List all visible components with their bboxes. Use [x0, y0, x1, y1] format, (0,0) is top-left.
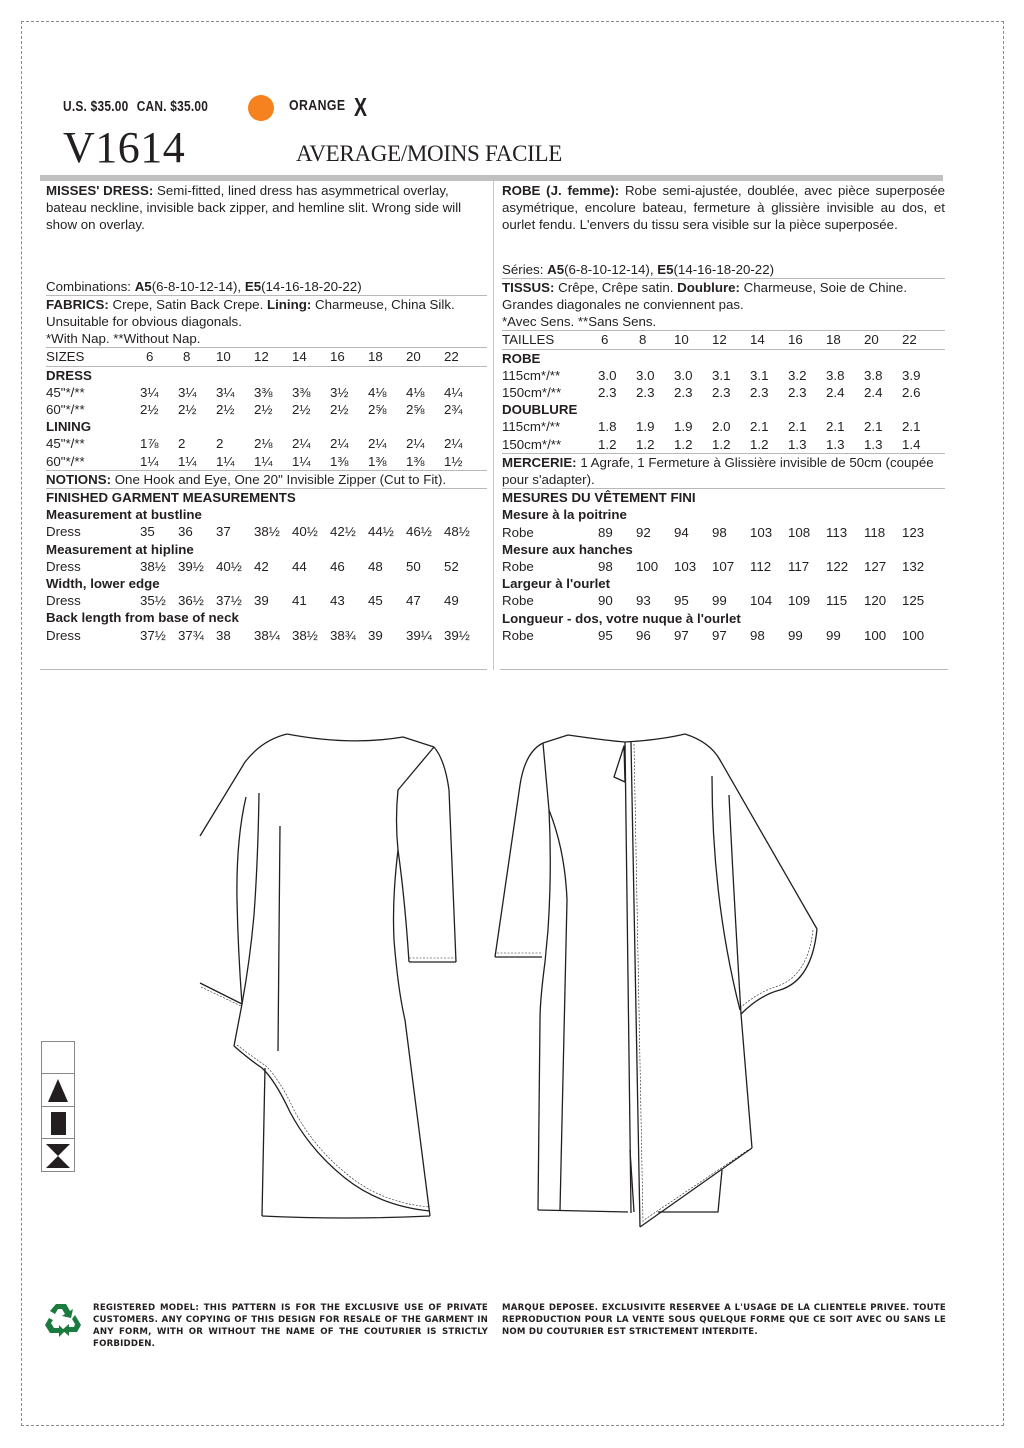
description-body: Semi-fitted, lined dress has asymmetrical overlay, bateau neckline, invisible back zipper, and hemline slit. Wrong side will show on overlay. — [46, 183, 462, 233]
size-cell: 14 — [292, 349, 307, 365]
price-us: U.S. $35.00 — [63, 99, 129, 115]
measurement-cell: 37 — [216, 524, 231, 540]
yardage-cell: 2.4 — [826, 385, 845, 400]
color-name: ORANGE — [289, 97, 346, 114]
yardage-section-lining: LINING — [46, 419, 92, 435]
fabrics-text: Crepe, Satin Back Crepe. — [112, 296, 264, 312]
measurement-cell: 112 — [750, 558, 772, 574]
row-label: Robe — [502, 593, 534, 609]
notions — [46, 471, 487, 488]
yardage-cell: 2 — [216, 436, 224, 452]
yardage-cell: 1.2 — [598, 436, 617, 452]
yardage-cell: 3.0 — [598, 367, 617, 383]
measurement-cell: 100 — [636, 558, 659, 574]
yardage-cell: 2.4 — [864, 385, 883, 400]
measurement-cell: 109 — [788, 593, 811, 609]
front-view-sketch — [180, 720, 500, 1220]
yardage-cell: 4¼ — [444, 384, 463, 400]
yardage-cell: 2½ — [254, 402, 273, 417]
measurement-cell: 127 — [864, 558, 887, 574]
measurement-cell: 44½ — [368, 524, 394, 540]
pattern-number: V1614 — [63, 123, 186, 172]
yardage-section-dress: DRESS — [46, 367, 92, 383]
price-can: CAN. $35.00 — [136, 99, 209, 115]
size-cell: 10 — [216, 349, 231, 365]
yardage-cell: 2.1 — [750, 419, 769, 435]
measurement-cell: 100 — [864, 627, 887, 643]
row-label: Robe — [502, 524, 534, 540]
yardage-cell: 2.1 — [864, 419, 883, 435]
yardage-cell: 1.2 — [674, 436, 693, 452]
yardage-cell: 2.1 — [826, 419, 845, 435]
yardage-cell: 1⅜ — [368, 453, 387, 469]
blank-symbol — [42, 1042, 74, 1074]
yardage-row — [502, 367, 945, 384]
measurement-cell: 37¾ — [178, 627, 204, 643]
size-cell: 16 — [788, 332, 803, 348]
back-view-sketch — [490, 720, 830, 1230]
measurement-cell: 103 — [674, 558, 697, 574]
yardage-cell: 2½ — [292, 402, 311, 417]
measurement-cell: 36 — [178, 524, 193, 540]
combo-a-sizes: (6-8-10-12-14), — [151, 278, 242, 294]
yardage-cell: 3¼ — [216, 384, 235, 400]
size-cell: 12 — [254, 349, 269, 365]
description-title: ROBE (J. femme): — [502, 183, 620, 198]
yardage-cell: 2.3 — [674, 385, 693, 400]
measurement-cell: 96 — [636, 627, 651, 643]
measurement-cell: 37½ — [216, 593, 242, 609]
measurement-cell: 40½ — [216, 558, 242, 574]
measurement-cell: 117 — [788, 558, 810, 574]
size-cell: 22 — [444, 349, 459, 365]
measurement-title: Longueur - dos, votre nuque à l'ourlet — [502, 610, 741, 626]
measurement-title: Largeur à l'ourlet — [502, 576, 611, 592]
measurement-cell: 98 — [750, 627, 765, 643]
unsuitable-note: Unsuitable for obvious diagonals. — [46, 314, 242, 330]
nap-note: *Avec Sens. **Sans Sens. — [502, 314, 657, 330]
measurement-cell: 97 — [674, 627, 689, 643]
yardage-cell: 1.3 — [864, 436, 883, 452]
size-cell: 8 — [639, 332, 647, 348]
yardage-cell: 3.9 — [902, 367, 921, 383]
measurement-cell: 39 — [254, 593, 269, 609]
combo-a: A5 — [134, 278, 152, 294]
yardage-section-robe: ROBE — [502, 350, 541, 366]
size-cell: 18 — [826, 332, 841, 348]
yardage-cell: 2¼ — [368, 436, 387, 452]
measurement-cell: 43 — [330, 593, 345, 609]
yardage-cell: 1.8 — [598, 419, 617, 435]
yardage-cell: 1¼ — [254, 453, 273, 469]
row-label: Dress — [46, 593, 81, 609]
yardage-cell: 2.6 — [902, 385, 921, 400]
measurement-cell: 120 — [864, 593, 887, 609]
yardage-cell: 3.0 — [636, 367, 655, 383]
description-title: MISSES' DRESS: — [46, 183, 154, 198]
row-label: Dress — [46, 627, 81, 643]
measurement-row — [502, 524, 945, 541]
recycle-icon — [42, 1301, 84, 1341]
combo-e: E5 — [657, 261, 674, 277]
row-label: 45"*/** — [46, 384, 85, 400]
yardage-row — [502, 384, 945, 401]
measurement-title: Back length from base of neck — [46, 610, 239, 626]
description-body: Robe semi-ajustée, doublée, avec pièce superposée asymétrique, encolure bateau, fermeture à glissière invisible au dos, et ourlet fendu. L'envers du tissu sera visible sur la pièce superposée. — [502, 183, 946, 233]
measurement-cell: 104 — [750, 593, 773, 609]
measurement-title: Measurement at hipline — [46, 541, 194, 557]
size-cell: 6 — [146, 349, 154, 365]
yardage-cell: 2½ — [140, 402, 159, 417]
fabrics-label: FABRICS: — [46, 296, 109, 312]
yardage-cell: 1.2 — [636, 436, 655, 452]
measurement-cell: 42 — [254, 558, 269, 574]
size-cell: 12 — [712, 332, 727, 348]
measurement-cell: 35 — [140, 524, 155, 540]
yardage-cell: 1.2 — [712, 436, 731, 452]
combo-a-sizes: (6-8-10-12-14), — [564, 261, 654, 277]
measurement-title: Width, lower edge — [46, 575, 160, 591]
size-cell: 6 — [601, 332, 609, 348]
sizes-header-row — [502, 331, 945, 348]
yardage-cell: 2½ — [178, 402, 197, 417]
yardage-cell: 1½ — [444, 453, 463, 469]
row-label: 45"*/** — [46, 436, 85, 452]
yardage-cell: 3.8 — [864, 367, 883, 383]
measurement-cell: 122 — [826, 558, 849, 574]
measurement-cell: 90 — [598, 593, 613, 609]
measurement-cell: 107 — [712, 558, 735, 574]
measurement-cell: 39 — [368, 627, 383, 643]
measurement-title: Mesure aux hanches — [502, 541, 633, 557]
measurement-cell: 42½ — [330, 524, 356, 540]
yardage-cell: 3.1 — [712, 367, 731, 383]
measurement-cell: 38½ — [254, 524, 280, 540]
color-dot-icon — [248, 95, 274, 121]
row-label: Dress — [46, 524, 81, 540]
yardage-cell: 3¼ — [178, 384, 197, 400]
combo-e-sizes: (14-16-18-20-22) — [261, 278, 362, 294]
row-label: 60"*/** — [46, 453, 85, 469]
yardage-cell: 1.2 — [750, 436, 769, 452]
yardage-row — [46, 401, 487, 418]
yardage-cell: 1.4 — [902, 436, 921, 452]
yardage-cell: 2¼ — [406, 436, 425, 452]
yardage-cell: 3.2 — [788, 367, 807, 383]
measurement-cell: 52 — [444, 558, 459, 574]
measurement-cell: 99 — [826, 627, 841, 643]
measurement-cell: 108 — [788, 524, 811, 540]
measurement-cell: 45 — [368, 593, 383, 609]
legal-notice-french: MARQUE DEPOSEE. EXCLUSIVITE RESERVEE A L'USAGE DE LA CLIENTELE PRIVEE. TOUTE REPRODUCTION POUR LA VENTE SOUS QUELQUE FORME QUE CE SOIT AVEC OU SANS LE NOM DU COUTURIER EST STRICTEMENT INTERDITE. — [502, 1303, 946, 1337]
description — [502, 181, 945, 234]
measurement-row — [502, 627, 945, 644]
yardage-cell: 2.3 — [750, 385, 769, 400]
combinations — [502, 261, 945, 278]
yardage-cell: 2.3 — [598, 385, 617, 400]
measurement-cell: 115 — [826, 593, 848, 609]
measurement-cell: 99 — [788, 627, 803, 643]
french-column — [502, 181, 945, 644]
measurement-cell: 50 — [406, 558, 421, 574]
size-cell: 22 — [902, 332, 917, 348]
fabric-symbol-box — [41, 1041, 75, 1172]
notions-label: MERCERIE: — [502, 454, 577, 470]
description — [46, 181, 487, 234]
measurement-row — [502, 558, 945, 575]
measurement-cell: 40½ — [292, 524, 318, 540]
measurement-cell: 39¼ — [406, 627, 432, 643]
measurement-cell: 93 — [636, 593, 651, 609]
yardage-cell: 1¼ — [292, 453, 311, 469]
yardage-row — [502, 418, 945, 435]
yardage-cell: 3½ — [330, 384, 349, 400]
difficulty-level: AVERAGE/MOINS FACILE — [296, 141, 562, 166]
combo-e: E5 — [244, 278, 262, 294]
price-row — [63, 94, 216, 120]
measurement-row — [46, 592, 487, 609]
yardage-cell: 1.3 — [826, 436, 845, 452]
row-label: 115cm*/** — [502, 419, 561, 435]
yardage-cell: 1¼ — [140, 453, 159, 469]
measurement-cell: 38¾ — [330, 627, 356, 643]
yardage-cell: 2¼ — [444, 436, 463, 452]
measurement-cell: 89 — [598, 524, 613, 540]
yardage-cell: 2⅝ — [406, 402, 425, 417]
measurement-cell: 95 — [598, 627, 613, 643]
size-cell: 20 — [864, 332, 879, 348]
yardage-cell: 1¼ — [216, 453, 235, 469]
measurement-cell: 38¼ — [254, 627, 280, 643]
notions-text: One Hook and Eye, One 20" Invisible Zipper (Cut to Fit). — [114, 471, 447, 487]
sizes-header-row — [46, 348, 487, 365]
yardage-cell: 3.1 — [750, 367, 769, 383]
yardage-cell: 2⅛ — [254, 436, 273, 452]
yardage-cell: 2¾ — [444, 402, 463, 417]
yardage-cell: 2⅝ — [368, 402, 387, 417]
measurement-row — [502, 592, 945, 609]
row-label: Dress — [46, 558, 81, 574]
measurement-cell: 125 — [902, 593, 925, 609]
notions-text: 1 Agrafe, 1 Fermeture à Glissière invisible de 50cm (coupée pour s'adapter). — [502, 454, 934, 487]
yardage-cell: 3¼ — [140, 384, 159, 400]
measurement-cell: 92 — [636, 524, 651, 540]
yardage-cell: 4⅛ — [406, 384, 425, 400]
fabrics — [502, 279, 945, 296]
measurement-cell: 38½ — [140, 558, 166, 574]
measurement-cell: 38 — [216, 627, 231, 643]
measurement-cell: 48½ — [444, 524, 470, 540]
yardage-row — [46, 435, 487, 452]
measurement-cell: 100 — [902, 627, 925, 643]
yardage-cell: 2½ — [216, 402, 235, 417]
measurement-title: Mesure à la poitrine — [502, 507, 627, 523]
yardage-cell: 2 — [178, 436, 186, 452]
yardage-cell: 1⅞ — [140, 436, 159, 452]
square-icon — [42, 1107, 74, 1139]
measurement-cell: 44 — [292, 558, 307, 574]
english-column — [46, 181, 487, 644]
combo-a: A5 — [547, 261, 565, 277]
measurement-cell: 37½ — [140, 627, 166, 643]
yardage-cell: 2½ — [330, 402, 349, 417]
row-label: 150cm*/** — [502, 385, 562, 400]
yardage-row — [502, 436, 945, 453]
row-label: 150cm*/** — [502, 436, 562, 452]
measurement-cell: 41 — [292, 593, 307, 609]
measurement-cell: 47 — [406, 593, 421, 609]
measurement-cell: 103 — [750, 524, 773, 540]
combinations-label: Séries: — [502, 261, 544, 277]
measurement-cell: 35½ — [140, 593, 166, 609]
measurement-cell: 94 — [674, 524, 689, 540]
measurement-cell: 118 — [864, 524, 886, 540]
hourglass-icon — [42, 1139, 74, 1171]
measurement-row — [46, 558, 487, 575]
sizes-label: TAILLES — [502, 332, 555, 348]
yardage-cell: 3⅜ — [292, 384, 311, 400]
size-cell: 10 — [674, 332, 689, 348]
yardage-cell: 2¼ — [292, 436, 311, 452]
combinations — [46, 278, 487, 295]
measurement-cell: 97 — [712, 627, 727, 643]
yardage-cell: 2.0 — [712, 419, 731, 435]
lining-label: Doublure: — [677, 279, 740, 295]
size-cell: 14 — [750, 332, 765, 348]
color-mark: X — [354, 92, 368, 122]
measurement-cell: 38½ — [292, 627, 318, 643]
notions-label: NOTIONS: — [46, 471, 112, 487]
fabrics — [46, 296, 487, 313]
yardage-cell: 4⅛ — [368, 384, 387, 400]
measurement-row — [46, 523, 487, 540]
yardage-cell: 1.3 — [788, 436, 807, 452]
english-bottom-rule — [40, 669, 487, 670]
fabrics-label: TISSUS: — [502, 279, 555, 295]
yardage-cell: 2.3 — [636, 385, 655, 400]
lining-label: Lining: — [266, 296, 312, 312]
size-cell: 8 — [183, 349, 191, 365]
column-divider — [493, 181, 494, 670]
yardage-cell: 3⅜ — [254, 384, 273, 400]
yardage-cell: 1⅜ — [406, 453, 425, 469]
row-label: Robe — [502, 627, 534, 643]
measurements-title: FINISHED GARMENT MEASUREMENTS — [46, 489, 296, 505]
yardage-row — [46, 453, 487, 470]
measurement-title: Measurement at bustline — [46, 507, 202, 523]
measurement-cell: 98 — [712, 524, 727, 540]
measurement-cell: 132 — [902, 558, 925, 574]
yardage-cell: 3.8 — [826, 367, 845, 383]
row-label: 60"*/** — [46, 402, 85, 417]
yardage-cell: 3.0 — [674, 367, 693, 383]
yardage-cell: 1.9 — [674, 419, 693, 435]
measurements-title: MESURES DU VÊTEMENT FINI — [502, 490, 696, 506]
combo-e-sizes: (14-16-18-20-22) — [673, 261, 775, 277]
yardage-cell: 2.3 — [788, 385, 807, 400]
yardage-section-doublure: DOUBLURE — [502, 402, 578, 418]
unsuitable-note: Grandes diagonales ne conviennent pas. — [502, 297, 744, 313]
triangle-icon — [42, 1074, 74, 1106]
fabrics-text: Crêpe, Crêpe satin. — [558, 279, 674, 295]
yardage-cell: 1⅜ — [330, 453, 349, 469]
legal-notice-english: REGISTERED MODEL: THIS PATTERN IS FOR THE EXCLUSIVE USE OF PRIVATE CUSTOMERS. ANY COPYING OF THIS DESIGN FOR RESALE OF THE GARMENT IN ANY FORM, WITH OR WITHOUT THE NAME OF THE COUTURIER IS STRICTLY FORBIDDEN. — [93, 1303, 488, 1349]
measurement-cell: 49 — [444, 593, 459, 609]
yardage-cell: 2.1 — [788, 419, 807, 435]
size-cell: 20 — [406, 349, 421, 365]
measurement-cell: 113 — [826, 524, 848, 540]
measurement-cell: 95 — [674, 593, 689, 609]
combinations-label: Combinations: — [46, 278, 131, 294]
yardage-cell: 1.9 — [636, 419, 655, 435]
measurement-cell: 36½ — [178, 593, 204, 609]
row-label: 115cm*/** — [502, 367, 561, 383]
row-label: Robe — [502, 558, 534, 574]
measurement-cell: 39½ — [444, 627, 470, 643]
size-cell: 16 — [330, 349, 345, 365]
size-cell: 18 — [368, 349, 383, 365]
measurement-cell: 98 — [598, 558, 613, 574]
yardage-cell: 2.1 — [902, 419, 921, 435]
measurement-cell: 46½ — [406, 524, 432, 540]
measurement-cell: 39½ — [178, 558, 204, 574]
yardage-cell: 2.3 — [712, 385, 731, 400]
measurement-row — [46, 627, 487, 644]
french-bottom-rule — [500, 669, 948, 670]
measurement-cell: 123 — [902, 524, 925, 540]
measurement-cell: 99 — [712, 593, 727, 609]
lining-text: Charmeuse, China Silk. — [315, 296, 455, 312]
yardage-cell: 1¼ — [178, 453, 197, 469]
yardage-row — [46, 384, 487, 401]
sizes-label: SIZES — [46, 349, 85, 365]
measurement-cell: 46 — [330, 558, 345, 574]
measurement-cell: 48 — [368, 558, 383, 574]
yardage-cell: 2¼ — [330, 436, 349, 452]
lining-text: Charmeuse, Soie de Chine. — [743, 279, 908, 295]
notions — [502, 454, 945, 488]
nap-note: *With Nap. **Without Nap. — [46, 331, 201, 347]
